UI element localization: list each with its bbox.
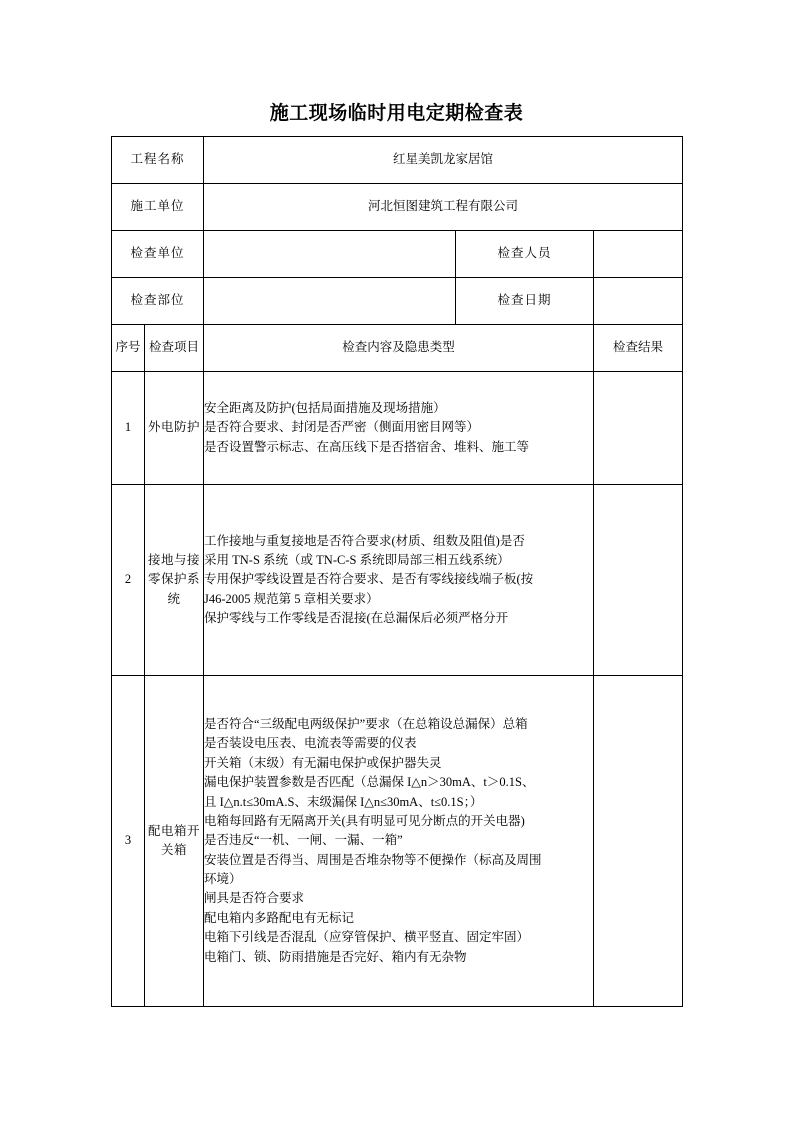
content-line: 工作接地与重复接地是否符合要求(材质、组数及阻值)是否 [204, 533, 525, 548]
content-line: 是否设置警示标志、在高压线下是否搭宿舍、堆料、施工等 [204, 439, 530, 454]
content-line: 配电箱内多路配电有无标记 [204, 910, 355, 925]
table-row-construction-unit [112, 184, 683, 231]
content-line: 专用保护零线设置是否符合要求、是否有零线接线端子板(按 [204, 572, 534, 587]
row-item-name: 配电箱开关箱 [145, 676, 204, 1007]
content-line: 安全距离及防护(包括局面措施及现场措施） [204, 400, 446, 415]
row-result[interactable] [594, 485, 683, 676]
content-line: 开关箱（末级）有无漏电保护或保护器失灵 [204, 755, 442, 770]
table-row-inspection-location [112, 278, 683, 325]
inspection-unit-value[interactable] [204, 231, 456, 278]
content-line: 是否符合要求、封闭是否严密（侧面用密目网等） [204, 420, 480, 435]
inspector-value[interactable] [594, 231, 683, 278]
row-content [204, 372, 594, 485]
row-number: 2 [112, 485, 145, 676]
inspector-label: 检查人员 [456, 231, 594, 278]
table-column-header-row [112, 325, 683, 372]
inspection-location-label: 检查部位 [112, 278, 204, 325]
row-number: 1 [112, 372, 145, 485]
content-line: 电箱门、锁、防雨措施是否完好、箱内有无杂物 [204, 949, 467, 964]
content-line: 是否装设电压表、电流表等需要的仪表 [204, 736, 417, 751]
column-header-content: 检查内容及隐患类型 [204, 325, 594, 372]
content-line: 安装位置是否得当、周围是否堆杂物等不便操作（标高及周围 [204, 852, 542, 867]
content-line: 是否符合“三级配电两级保护”要求（在总箱设总漏保）总箱 [204, 717, 528, 732]
project-name-label: 工程名称 [112, 137, 204, 184]
column-header-result: 检查结果 [594, 325, 683, 372]
column-header-item: 检查项目 [145, 325, 204, 372]
table-row [112, 372, 683, 485]
row-content [204, 485, 594, 676]
construction-unit-value[interactable]: 河北恒图建筑工程有限公司 [204, 184, 683, 231]
inspection-location-value[interactable] [204, 278, 456, 325]
column-header-no: 序号 [112, 325, 145, 372]
table-row-project-name [112, 137, 683, 184]
row-item-name: 外电防护 [145, 372, 204, 485]
row-number: 3 [112, 676, 145, 1007]
content-line: J46-2005 规范第 5 章相关要求） [204, 591, 379, 606]
row-content [204, 676, 594, 1007]
content-line: 保护零线与工作零线是否混接(在总漏保后必须严格分开 [204, 611, 509, 626]
content-line: 闸具是否符合要求 [204, 891, 305, 906]
inspection-date-label: 检查日期 [456, 278, 594, 325]
table-row [112, 485, 683, 676]
row-item-name: 接地与接零保护系统 [145, 485, 204, 676]
content-line: 是否违反“一机、一闸、一漏、一箱” [204, 833, 403, 848]
content-line: 采用 TN-S 系统（或 TN-C-S 系统即局部三相五线系统） [204, 552, 510, 567]
row-result[interactable] [594, 676, 683, 1007]
page-title: 施工现场临时用电定期检查表 [269, 103, 524, 124]
content-line: 环境） [204, 872, 242, 887]
row-result[interactable] [594, 372, 683, 485]
content-line: 电箱下引线是否混乱（应穿管保护、横平竖直、固定牢固） [204, 930, 530, 945]
construction-unit-label: 施工单位 [112, 184, 204, 231]
inspection-date-value[interactable] [594, 278, 683, 325]
content-line: 电箱每回路有无隔离开关(具有明显可见分断点的开关电器) [204, 813, 525, 828]
content-line: 且 I△n.t≤30mA.S、末级漏保 I△n≤30mA、t≤0.1S；） [204, 794, 483, 809]
inspection-form-table [111, 136, 683, 1007]
table-row-inspection-unit [112, 231, 683, 278]
table-row [112, 676, 683, 1007]
content-line: 漏电保护装置参数是否匹配（总漏保 I△n＞30mA、t＞0.1S、 [204, 775, 535, 790]
project-name-value[interactable]: 红星美凯龙家居馆 [204, 137, 683, 184]
inspection-unit-label: 检查单位 [112, 231, 204, 278]
